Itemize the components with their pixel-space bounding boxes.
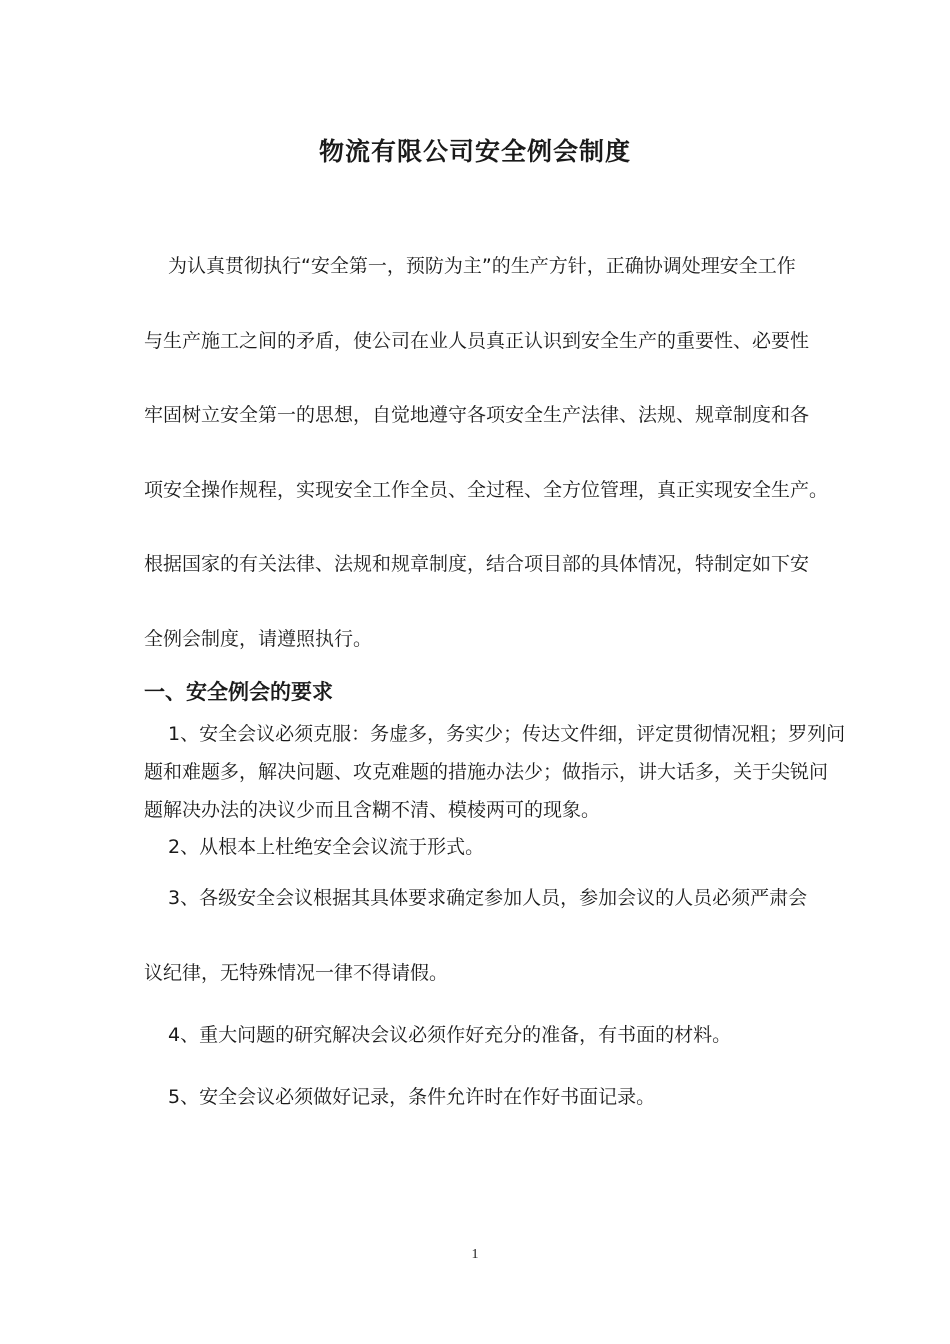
intro-line-1: 为认真贯彻执行“安全第一，预防为主”的生产方针，正确协调处理安全工作 bbox=[168, 255, 796, 277]
item-1-line-1: 1、安全会议必须克服：务虚多，务实少；传达文件细，评定贯彻情况粗；罗列问 bbox=[168, 723, 846, 745]
item-1-line-3: 题解决办法的决议少而且含糊不清、模棱两可的现象。 bbox=[144, 799, 601, 821]
document-title: 物流有限公司安全例会制度 bbox=[318, 137, 631, 166]
item-3-line-1: 3、各级安全会议根据其具体要求确定参加人员，参加会议的人员必须严肃会 bbox=[168, 887, 808, 909]
intro-line-6: 全例会制度，请遵照执行。 bbox=[144, 628, 373, 650]
intro-line-2: 与生产施工之间的矛盾，使公司在业人员真正认识到安全生产的重要性、必要性 bbox=[144, 330, 810, 352]
page-number: 1 bbox=[471, 1247, 479, 1262]
item-3-line-2: 议纪律，无特殊情况一律不得请假。 bbox=[144, 962, 449, 984]
intro-line-5: 根据国家的有关法律、法规和规章制度，结合项目部的具体情况，特制定如下安 bbox=[144, 553, 810, 575]
intro-line-3: 牢固树立安全第一的思想，自觉地遵守各项安全生产法律、法规、规章制度和各 bbox=[144, 404, 810, 426]
item-4: 4、重大问题的研究解决会议必须作好充分的准备，有书面的材料。 bbox=[168, 1024, 732, 1046]
item-5: 5、安全会议必须做好记录，条件允许时在作好书面记录。 bbox=[168, 1086, 656, 1108]
item-1-line-2: 题和难题多，解决问题、攻克难题的措施办法少；做指示，讲大话多，关于尖锐问 bbox=[144, 761, 829, 783]
item-2: 2、从根本上杜绝安全会议流于形式。 bbox=[168, 836, 485, 858]
intro-line-4: 项安全操作规程，实现安全工作全员、全过程、全方位管理，真正实现安全生产。 bbox=[144, 479, 829, 501]
section-1-heading: 一、安全例会的要求 bbox=[144, 680, 333, 704]
